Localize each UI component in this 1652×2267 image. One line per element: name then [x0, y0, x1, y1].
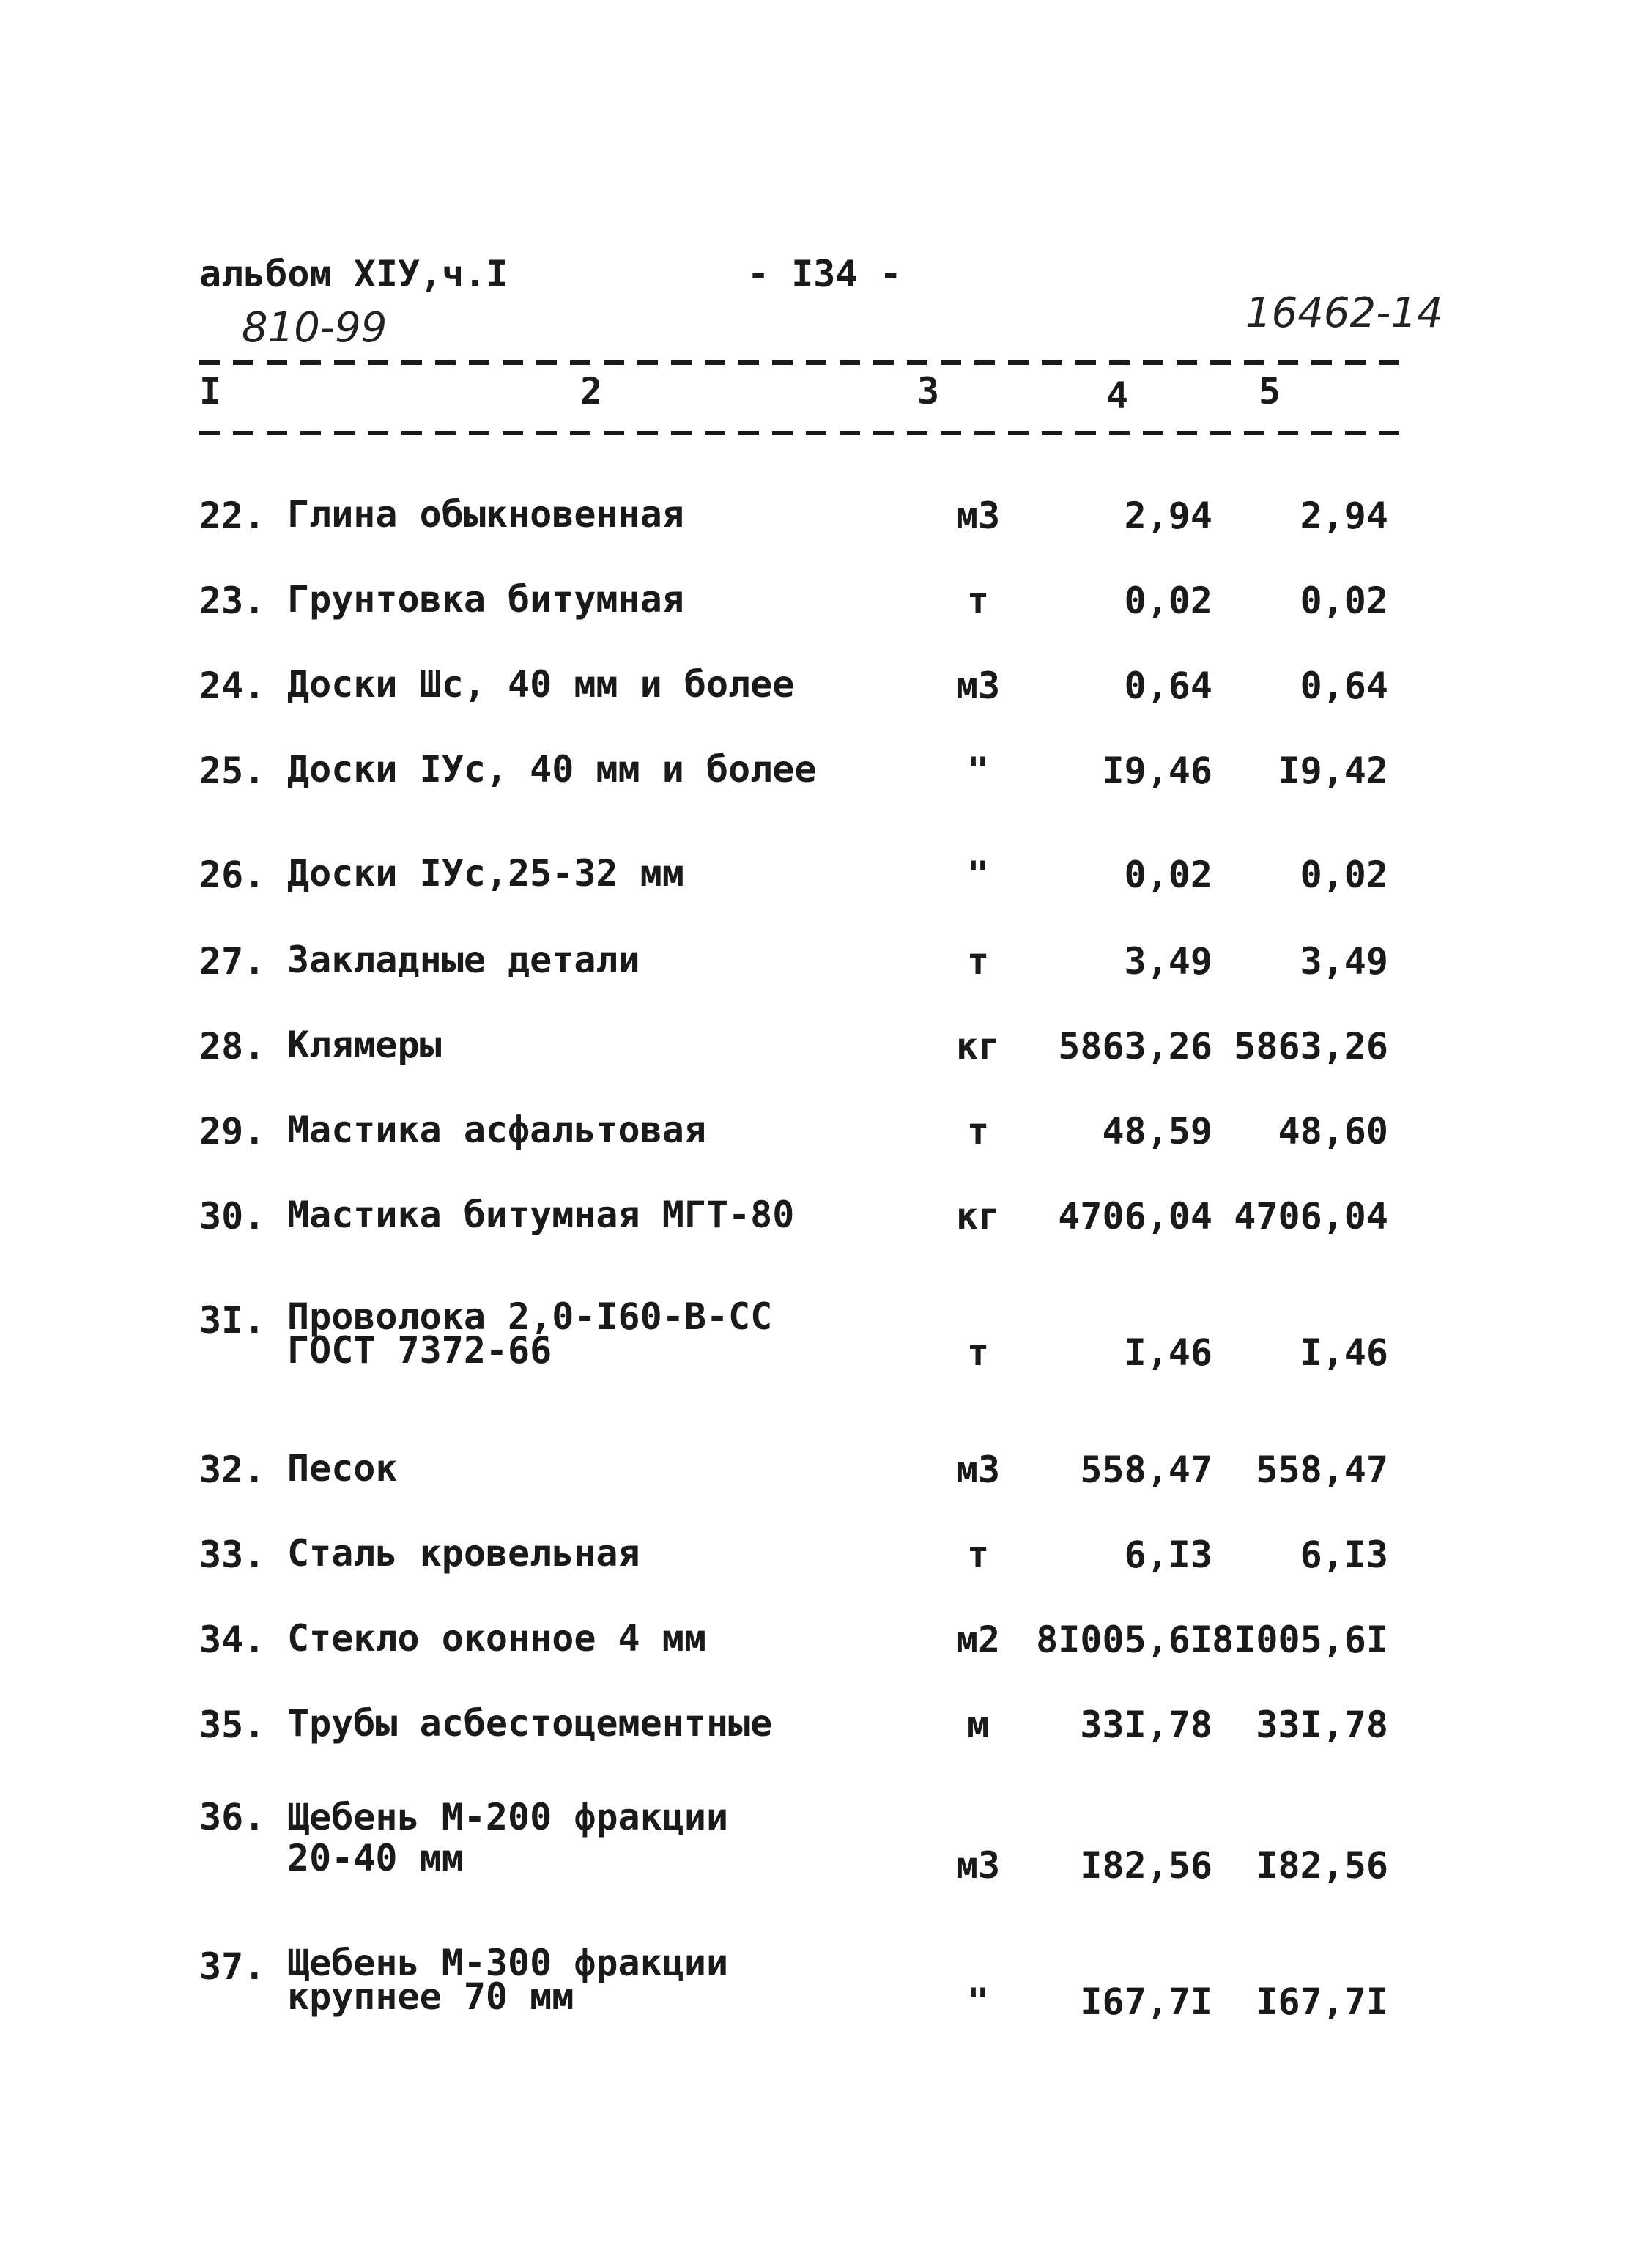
material-name: Щебень М-300 фракции крупнее 70 мм: [287, 1942, 729, 2018]
value-col-5: 6,I3: [1300, 1534, 1388, 1576]
material-name: Доски IУс, 40 мм и более: [287, 748, 817, 791]
material-name: Стекло оконное 4 мм: [287, 1617, 706, 1660]
material-name: Доски IУс,25-32 мм: [287, 852, 684, 895]
value-col-5: 48,60: [1278, 1110, 1388, 1153]
value-col-4: I67,7I: [1080, 1981, 1212, 2023]
row-number: 29.: [199, 1110, 266, 1153]
value-col-5: 4706,04: [1234, 1195, 1388, 1238]
row-number: 3I.: [199, 1299, 266, 1342]
value-col-5: 0,02: [1300, 580, 1388, 622]
value-col-5: 5863,26: [1234, 1025, 1388, 1068]
material-name: Сталь кровельная: [287, 1532, 640, 1575]
value-col-5: I9,42: [1278, 750, 1388, 792]
row-number: 28.: [199, 1025, 266, 1068]
row-number: 22.: [199, 495, 266, 537]
value-col-4: 2,94: [1124, 495, 1212, 537]
value-col-5: 0,02: [1300, 854, 1388, 896]
unit: м3: [955, 495, 1001, 537]
material-name: Доски Шс, 40 мм и более: [287, 663, 795, 706]
row-number: 36.: [199, 1796, 266, 1838]
row-number: 25.: [199, 750, 266, 792]
material-name: Грунтовка битумная: [287, 578, 684, 621]
row-number: 32.: [199, 1449, 266, 1491]
unit: т: [966, 1534, 990, 1576]
column-header-2: 2: [580, 370, 603, 413]
row-number: 24.: [199, 665, 266, 707]
handwritten-doc-number-left: 810-99: [242, 304, 388, 352]
material-name: Глина обыкновенная: [287, 493, 684, 536]
header-rule-top: [199, 360, 1408, 365]
value-col-5: 558,47: [1256, 1449, 1388, 1491]
header-rule-bottom: [199, 431, 1408, 435]
value-col-4: 8I005,6I: [1036, 1619, 1212, 1661]
value-col-4: 4706,04: [1058, 1195, 1212, 1238]
column-header-3: 3: [917, 370, 940, 413]
column-header-4: 4: [1106, 374, 1129, 417]
album-label: альбом XIУ,ч.I: [199, 253, 508, 295]
value-col-5: 0,64: [1300, 665, 1388, 707]
unit: т: [966, 1331, 990, 1374]
value-col-4: 0,02: [1124, 580, 1212, 622]
value-col-5: 3,49: [1300, 940, 1388, 983]
value-col-5: I,46: [1300, 1331, 1388, 1374]
handwritten-doc-number-right: 16462-14: [1245, 289, 1443, 337]
unit: м2: [955, 1619, 1001, 1661]
unit: кг: [955, 1195, 1001, 1238]
row-number: 37.: [199, 1945, 266, 1988]
value-col-4: 33I,78: [1080, 1704, 1212, 1746]
value-col-4: 48,59: [1102, 1110, 1212, 1153]
value-col-4: 0,64: [1124, 665, 1212, 707]
unit: ": [966, 854, 990, 896]
value-col-4: 5863,26: [1058, 1025, 1212, 1068]
unit: ": [966, 1981, 990, 2023]
unit: м3: [955, 1449, 1001, 1491]
page-number: - I34 -: [747, 253, 902, 295]
unit: м3: [955, 665, 1001, 707]
material-name: Проволока 2,0-I60-В-СС ГОСТ 7372-66: [287, 1295, 773, 1372]
unit: т: [966, 580, 990, 622]
value-col-4: I,46: [1124, 1331, 1212, 1374]
value-col-5: 8I005,6I: [1212, 1619, 1388, 1661]
unit: кг: [955, 1025, 1001, 1068]
row-number: 34.: [199, 1619, 266, 1661]
row-number: 35.: [199, 1704, 266, 1746]
row-number: 27.: [199, 940, 266, 983]
unit: т: [966, 940, 990, 983]
value-col-4: 3,49: [1124, 940, 1212, 983]
value-col-4: 0,02: [1124, 854, 1212, 896]
unit: м: [966, 1704, 990, 1746]
value-col-4: 6,I3: [1124, 1534, 1212, 1576]
row-number: 26.: [199, 854, 266, 896]
material-name: Мастика асфальтовая: [287, 1109, 706, 1151]
value-col-4: I82,56: [1080, 1844, 1212, 1887]
value-col-5: 2,94: [1300, 495, 1388, 537]
row-number: 23.: [199, 580, 266, 622]
value-col-4: 558,47: [1080, 1449, 1212, 1491]
material-name: Мастика битумная МГТ-80: [287, 1194, 795, 1236]
value-col-4: I9,46: [1102, 750, 1212, 792]
row-number: 30.: [199, 1195, 266, 1238]
unit: ": [966, 750, 990, 792]
material-name: Песок: [287, 1447, 398, 1490]
row-number: 33.: [199, 1534, 266, 1576]
material-name: Щебень М-200 фракции 20-40 мм: [287, 1796, 729, 1879]
unit: м3: [955, 1844, 1001, 1887]
material-name: Закладные детали: [287, 939, 640, 981]
material-name: Трубы асбестоцементные: [287, 1702, 773, 1745]
value-col-5: I67,7I: [1256, 1981, 1388, 2023]
column-header-1: I: [199, 370, 222, 413]
value-col-5: 33I,78: [1256, 1704, 1388, 1746]
material-name: Клямеры: [287, 1024, 442, 1066]
unit: т: [966, 1110, 990, 1153]
value-col-5: I82,56: [1256, 1844, 1388, 1887]
column-header-5: 5: [1259, 370, 1281, 413]
